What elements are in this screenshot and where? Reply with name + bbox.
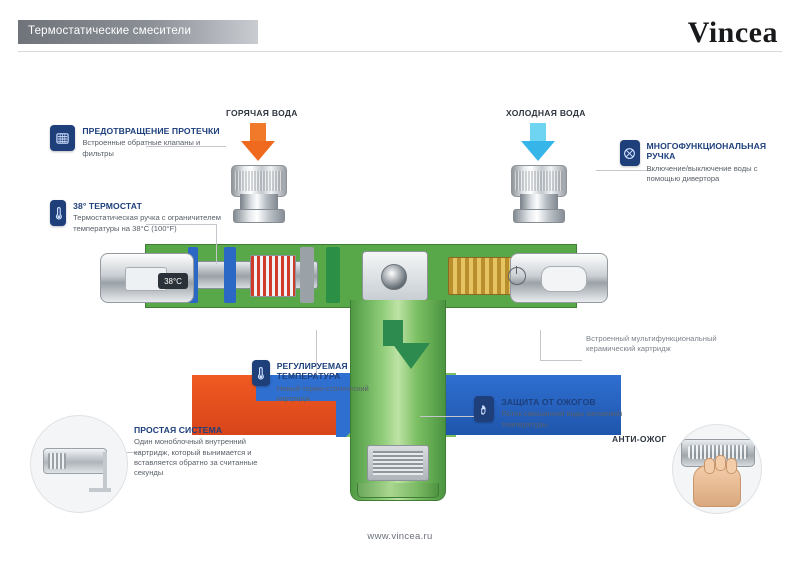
diverter-icon [620, 140, 640, 166]
callout-adjustable-temperature [252, 360, 370, 404]
category-title: Термостатические смесители [28, 25, 192, 37]
callout-text: Включение/выключение воды с помощью дивертора [646, 163, 758, 183]
callout-title: ЗАЩИТА ОТ ОЖОГОВ [501, 397, 596, 407]
thermometer-icon [252, 360, 270, 386]
temperature-badge: 38°C [158, 273, 188, 289]
seal-ring-2 [224, 247, 236, 303]
callout-thermostat-38 [50, 200, 230, 234]
leader-scald [420, 416, 480, 417]
callout-text: Один моноблочный внутренний картридж, который вынимается и вставляется обратно за считанные секунды [134, 437, 258, 478]
callout-multifunction-handle [620, 140, 786, 184]
callout-title: ПРОСТАЯ СИСТЕМА [134, 425, 223, 435]
cold-water-label: ХОЛОДНАЯ ВОДА [506, 108, 586, 118]
callout-text: Новый термо-статический картридж [276, 383, 369, 403]
cold-inlet-cap [511, 165, 565, 225]
callout-text: Поток смешанной воды желаемой температуры [501, 409, 623, 429]
callout-title: ПРЕДОТВРАЩЕНИЕ ПРОТЕЧКИ [82, 126, 220, 136]
hot-inlet-arrow [241, 123, 275, 161]
diverter-handle-window [541, 266, 587, 292]
hot-water-label: ГОРЯЧАЯ ВОДА [226, 108, 298, 118]
spout-tip [357, 483, 439, 498]
hot-inlet-cap [231, 165, 285, 225]
callout-title: 38° ТЕРМОСТАТ [73, 201, 142, 211]
callout-text: Термостатическая ручка с ограничителем температуры на 38°C (100°F) [73, 213, 222, 233]
brand-logo: Vincea [687, 16, 778, 49]
seal-ring-4 [326, 247, 340, 303]
anti-scald-photo [672, 424, 762, 514]
callout-scald-protection [474, 396, 634, 430]
ceramic-cartridge [362, 251, 428, 301]
footer-url[interactable]: www.vincea.ru [367, 531, 433, 542]
header-divider [18, 51, 782, 52]
hand-icon [474, 396, 494, 422]
leader-ceramic-v [540, 330, 541, 360]
callout-text: Встроенные обратные клапаны и фильтры [82, 138, 201, 158]
thermometer-icon [50, 200, 66, 226]
ceramic-cartridge-note: Встроенный мультифункциональный керамический картридж [586, 334, 717, 354]
flow-arrow-head [392, 343, 430, 369]
category-banner [18, 20, 258, 44]
seal-ring-3 [300, 247, 314, 303]
power-icon [508, 267, 526, 285]
cold-inlet-arrow [521, 123, 555, 161]
leader-ceramic [540, 360, 582, 361]
wax-element-coil [250, 255, 296, 297]
cartridge-port [381, 264, 407, 290]
callout-title: РЕГУЛИРУЕМАЯ ТЕМПЕРАТУРА [276, 361, 348, 382]
anti-scald-label: АНТИ-ОЖОГ [612, 434, 667, 444]
aerator-screen [367, 445, 429, 481]
callout-title: МНОГОФУНКЦИОНАЛЬНАЯ РУЧКА [646, 141, 767, 162]
callout-leak-prevention [50, 125, 230, 159]
filter-icon [50, 125, 75, 151]
cartridge-photo [30, 415, 128, 513]
callout-simple-system [134, 424, 282, 478]
